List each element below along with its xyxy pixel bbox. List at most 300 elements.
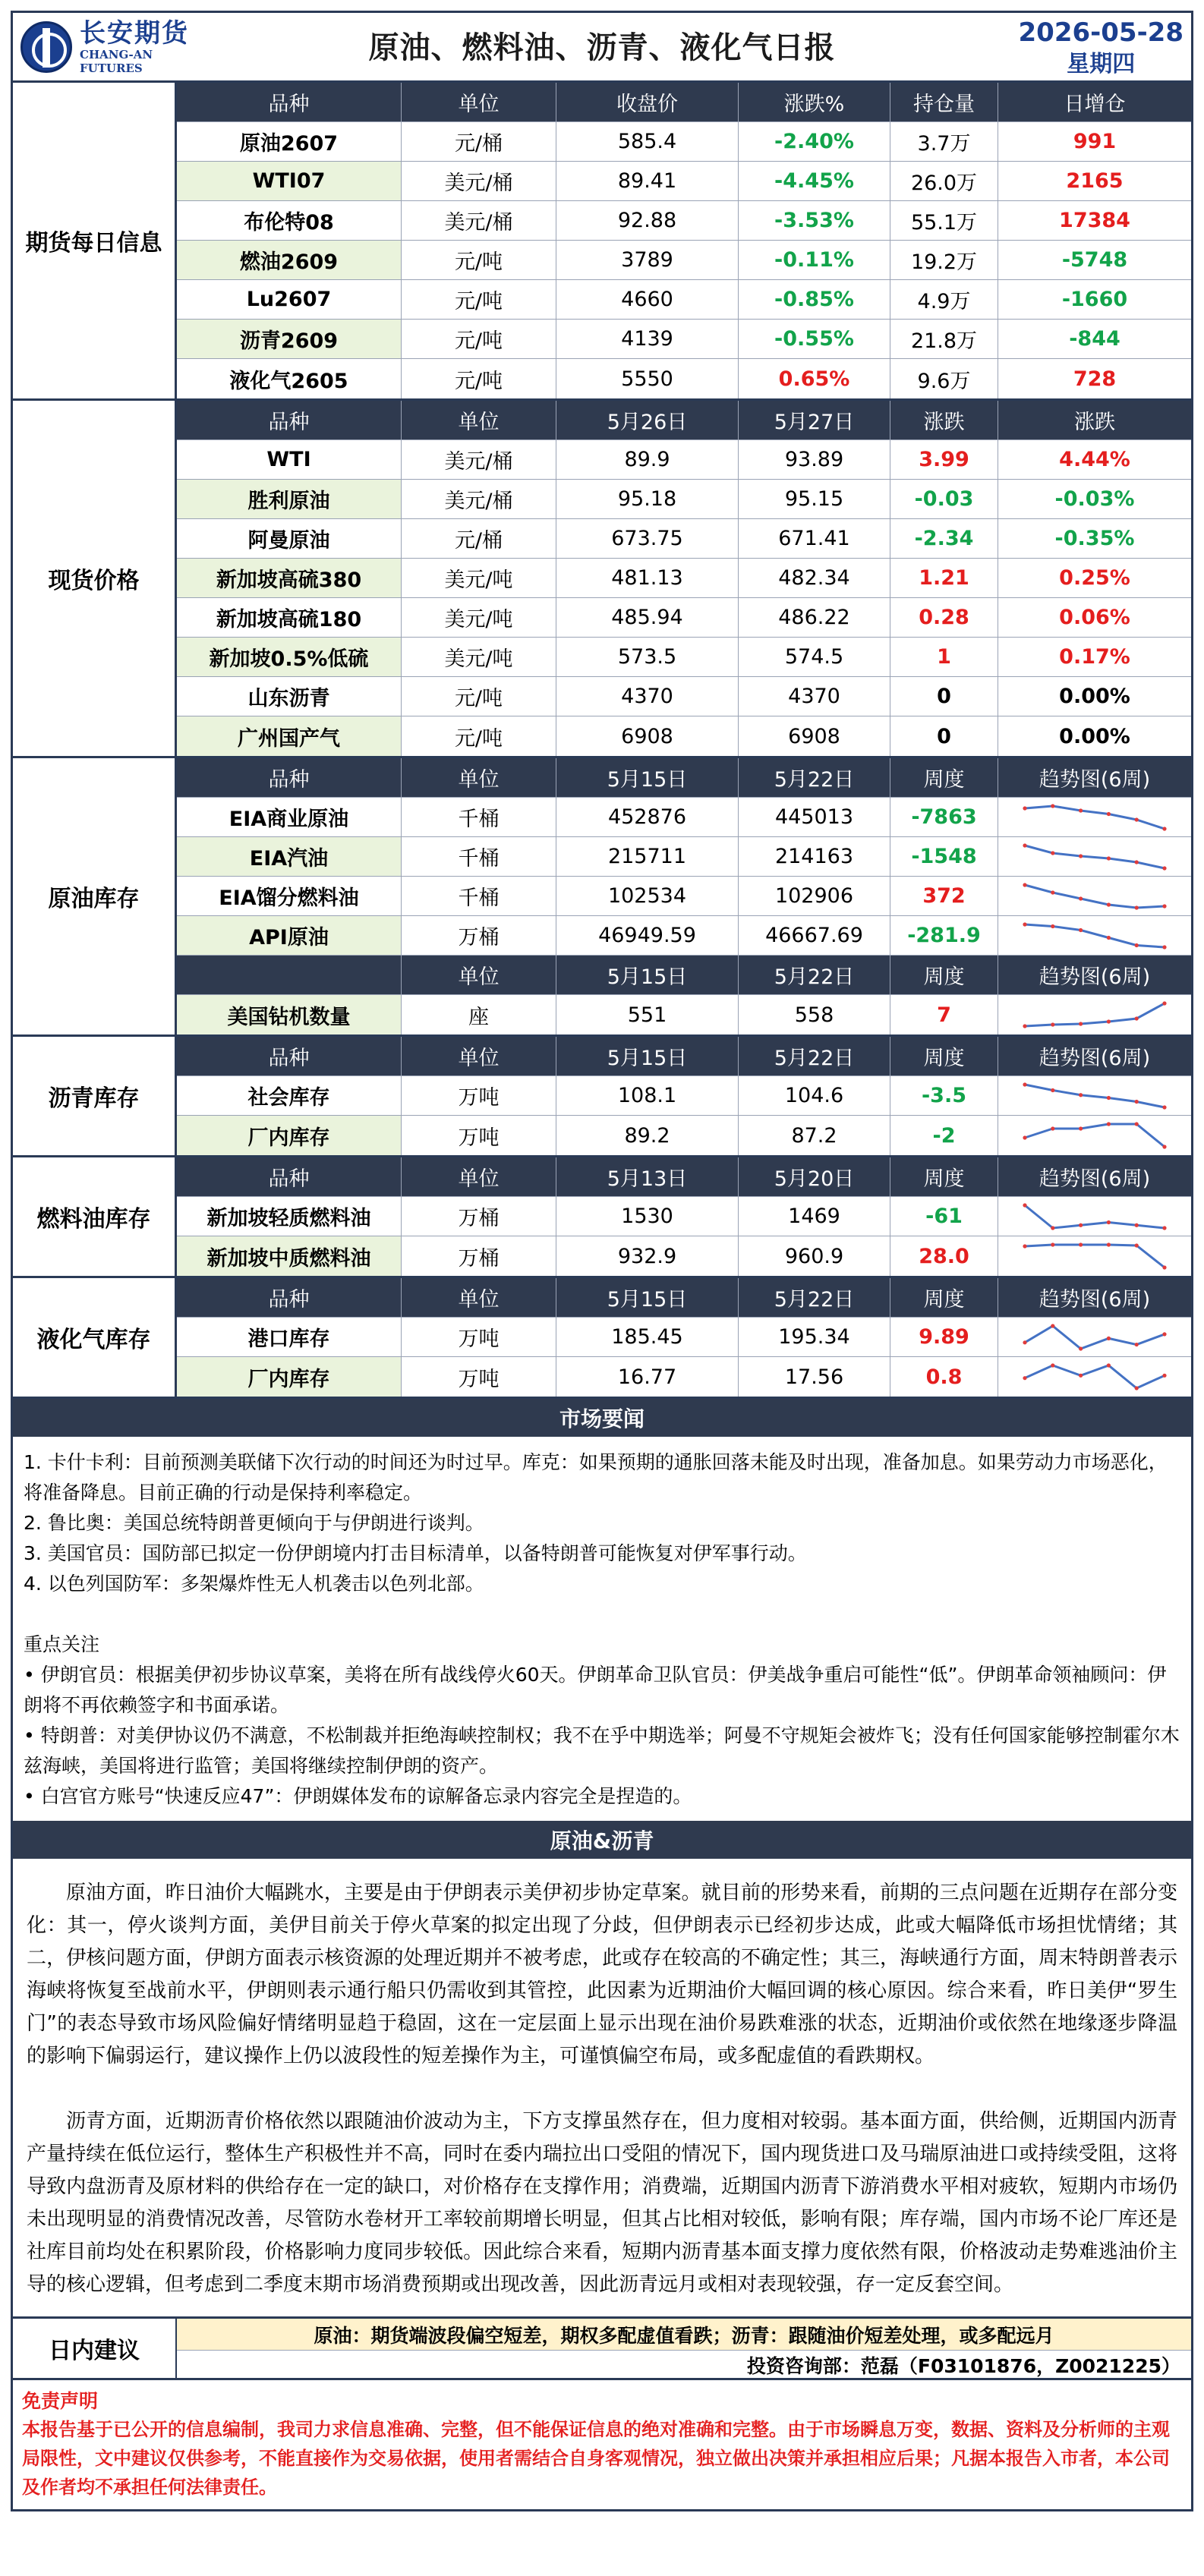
sparkline-line — [1025, 1365, 1165, 1388]
column-header: 5月22日 — [739, 758, 890, 797]
table-row — [177, 1116, 1191, 1155]
price-change: 0.28 — [890, 598, 998, 637]
price-day2: 671.41 — [739, 519, 890, 558]
change-percent: 0.65% — [739, 359, 890, 398]
row-unit: 元/吨 — [402, 241, 556, 279]
sparkline-chart — [1023, 1082, 1167, 1110]
sparkline-point — [1023, 1376, 1026, 1380]
table-row — [177, 1318, 1191, 1357]
open-interest: 21.8万 — [890, 320, 998, 358]
sparkline-point — [1162, 945, 1166, 949]
row-name: EIA商业原油 — [177, 798, 402, 836]
column-header: 趋势图(6周) — [998, 1278, 1191, 1317]
trend-sparkline — [998, 995, 1191, 1034]
table-row — [177, 480, 1191, 519]
table-row — [177, 280, 1191, 320]
table-row — [177, 559, 1191, 598]
change-percent: -0.11% — [739, 241, 890, 279]
price-day2: 6908 — [739, 716, 890, 756]
row-name: 沥青2609 — [177, 320, 402, 358]
sparkline-point — [1135, 1386, 1139, 1390]
row-name: WTI — [177, 440, 402, 479]
sparkline-point — [1135, 1099, 1139, 1103]
sparkline-point — [1162, 866, 1166, 870]
price-change: -0.03 — [890, 480, 998, 518]
daily-oi-change: -844 — [1069, 327, 1120, 351]
column-header: 5月15日 — [556, 758, 739, 797]
row-name: EIA馏分燃料油 — [177, 877, 402, 915]
sparkline-line — [1025, 1003, 1165, 1026]
column-header: 品种 — [177, 1157, 402, 1196]
inventory-week1: 16.77 — [556, 1357, 739, 1397]
sparkline-point — [1135, 1342, 1139, 1346]
row-name: 布伦特08 — [177, 201, 402, 240]
section-label: 期货每日信息 — [13, 83, 177, 398]
row-unit: 万桶 — [402, 1236, 556, 1276]
disclaimer-title: 免责声明 — [22, 2390, 99, 2412]
price-day1: 573.5 — [556, 638, 739, 676]
sparkline-chart — [1023, 1122, 1167, 1149]
row-unit: 元/吨 — [402, 716, 556, 756]
sparkline-point — [1135, 1223, 1139, 1227]
row-name: 原油2607 — [177, 122, 402, 161]
price-day2: 4370 — [739, 677, 890, 716]
sparkline-point — [1079, 1242, 1083, 1246]
sparkline-chart — [1023, 1001, 1167, 1028]
row-unit: 元/桶 — [402, 122, 556, 161]
inventory-week2: 558 — [739, 995, 890, 1034]
sparkline-point — [1079, 1374, 1083, 1378]
crude-inventory-section — [13, 758, 1191, 1037]
sparkline-point — [1107, 1363, 1111, 1367]
row-unit: 美元/桶 — [402, 162, 556, 200]
price-day1: 95.18 — [556, 480, 739, 518]
price-day1: 4370 — [556, 677, 739, 716]
column-header: 品种 — [177, 1278, 402, 1317]
sparkline-chart — [1023, 1242, 1167, 1270]
column-header: 日增仓 — [998, 83, 1191, 121]
table-row — [177, 201, 1191, 241]
price-day2: 574.5 — [739, 638, 890, 676]
close-price: 4139 — [556, 320, 739, 358]
column-header: 5月27日 — [739, 401, 890, 439]
row-unit: 万吨 — [402, 1116, 556, 1155]
crude-analysis-paragraph: 原油方面，昨日油价大幅跳水，主要是由于伊朗表示美伊初步协定草案。就目前的形势来看，前期的三点问题在近期存在部分变化：其一，停火谈判方面，美伊目前关于停火草案的拟定出现了分歧，但伊朗表示已经初步达成，此或大幅降低市场担忧情绪；其二，伊核问题方面，伊朗方面表示核资源的处理近期并不被考虑，此或存在较高的不确定性；其三，海峡通行方面，周末特朗普表示海峡将恢复至战前水平，伊朗则表示通行船只仍需收到其管控，此因素为近期油价大幅回调的核心原因。综合来看，昨日美伊“罗生门”的表态导致市场风险偏好情绪明显趋于稳固，这在一定层面上显示出现在油价易跌难涨的状态，近期油价或依然在地缘逐步降温的影响下偏弱运行，建议操作上仍以波段性的短差操作为主，可谨慎偏空布局，或多配虚值的看跌期权。 — [27, 1882, 1177, 2067]
sparkline-point — [1051, 1022, 1054, 1026]
weekly-change: 7 — [890, 995, 998, 1034]
price-day1: 6908 — [556, 716, 739, 756]
row-name: 美国钻机数量 — [177, 995, 402, 1034]
column-header: 收盘价 — [556, 83, 739, 121]
asphalt-analysis-paragraph: 沥青方面，近期沥青价格依然以跟随油价波动为主，下方支撑虽然存在，但力度相对较弱。基本面方面，供给侧，近期国内沥青产量持续在低位运行，整体生产积极性并不高，同时在委内瑞拉出口受阻的情况下，国内现货进口及马瑞原油进口或持续受阻，这将导致内盘沥青及原材料的供给存在一定的缺口，对价格存在支撑作用；消费端，近期国内沥青下游消费水平相对疲软，短期内市场仍未出现明显的消费情况改善，尽管防水卷材开工率较前期增长明显，但其占比相对较低，影响有限；库存端，国内市场不论厂库还是社库目前均处在积累阶段，价格影响力度同步较低。因此综合来看，短期内沥青基本面支撑力度依然有限，价格波动走势难逃油价主导的核心逻辑，但考虑到二季度末期市场消费预期或出现改善，因此沥青远月或相对表现较强，存一定反套空间。 — [27, 2110, 1177, 2296]
inventory-week2: 87.2 — [739, 1116, 890, 1155]
price-change: 3.99 — [890, 440, 998, 479]
inventory-week1: 108.1 — [556, 1076, 739, 1115]
row-name: 新加坡高硫180 — [177, 598, 402, 637]
column-header: 5月26日 — [556, 401, 739, 439]
inventory-week2: 445013 — [739, 798, 890, 836]
table-row — [177, 798, 1191, 837]
trend-sparkline — [998, 1318, 1191, 1356]
news-item: 2. 鲁比奥：美国总统特朗普更倾向于与伊朗进行谈判。 — [24, 1512, 484, 1534]
close-price: 3789 — [556, 241, 739, 279]
row-name: 山东沥青 — [177, 677, 402, 716]
sparkline-point — [1162, 1105, 1166, 1109]
row-unit: 座 — [402, 995, 556, 1034]
daily-oi-change: 728 — [1073, 367, 1117, 391]
sparkline-point — [1079, 854, 1083, 858]
weekly-change: 372 — [890, 877, 998, 915]
column-header: 单位 — [402, 956, 556, 994]
logo-chinese-name: 长安期货 — [80, 18, 189, 49]
table-row — [177, 440, 1191, 480]
row-name: 新加坡0.5%低硫 — [177, 638, 402, 676]
price-day1: 89.9 — [556, 440, 739, 479]
trend-sparkline — [998, 1357, 1191, 1397]
weekly-change: -1548 — [890, 837, 998, 876]
sparkline-point — [1023, 843, 1026, 847]
column-header: 品种 — [177, 758, 402, 797]
column-header: 涨跌 — [890, 401, 998, 439]
inventory-week1: 551 — [556, 995, 739, 1034]
row-name: EIA汽油 — [177, 837, 402, 876]
close-price: 92.88 — [556, 201, 739, 240]
column-header: 单位 — [402, 1278, 556, 1317]
column-header: 周度 — [890, 758, 998, 797]
column-header — [177, 956, 402, 994]
price-change-percent: 0.25% — [1059, 566, 1130, 590]
column-header: 周度 — [890, 1037, 998, 1075]
price-change: 1.21 — [890, 559, 998, 597]
sparkline-point — [1107, 1095, 1111, 1099]
column-header: 5月15日 — [556, 1037, 739, 1075]
weekly-change: -2 — [890, 1116, 998, 1155]
row-unit: 美元/桶 — [402, 201, 556, 240]
close-price: 5550 — [556, 359, 739, 398]
sparkline-point — [1135, 1243, 1139, 1247]
sparkline-point — [1162, 1226, 1166, 1230]
trend-sparkline — [998, 877, 1191, 915]
price-day1: 673.75 — [556, 519, 739, 558]
close-price: 585.4 — [556, 122, 739, 161]
change-percent: -3.53% — [739, 201, 890, 240]
weekly-change: -3.5 — [890, 1076, 998, 1115]
row-unit: 美元/吨 — [402, 559, 556, 597]
sparkline-point — [1107, 1336, 1111, 1340]
price-day2: 95.15 — [739, 480, 890, 518]
column-header: 趋势图(6周) — [998, 1157, 1191, 1196]
sparkline-chart — [1023, 1363, 1167, 1390]
data-grid — [11, 80, 1193, 1399]
sparkline-point — [1107, 856, 1111, 860]
disclaimer — [11, 2380, 1193, 2511]
sparkline-point — [1135, 860, 1139, 864]
column-header: 5月15日 — [556, 1278, 739, 1317]
advice-contact: 投资咨询部：范磊（F03101876，Z0021225） — [746, 2355, 1180, 2377]
row-name: 厂内库存 — [177, 1116, 402, 1155]
sparkline-point — [1051, 890, 1054, 894]
column-header: 单位 — [402, 1037, 556, 1075]
daily-oi-change: 17384 — [1059, 209, 1130, 232]
row-unit: 元/吨 — [402, 320, 556, 358]
row-unit: 万吨 — [402, 1076, 556, 1115]
sparkline-chart — [1023, 883, 1167, 910]
weekly-change: 9.89 — [890, 1318, 998, 1356]
table-row — [177, 519, 1191, 559]
section-label: 燃料油库存 — [13, 1157, 177, 1276]
row-unit: 千桶 — [402, 877, 556, 915]
sparkline-point — [1135, 817, 1139, 821]
sparkline-point — [1162, 1001, 1166, 1005]
row-name: 新加坡轻质燃料油 — [177, 1197, 402, 1236]
sparkline-line — [1025, 885, 1165, 908]
column-header: 品种 — [177, 83, 402, 121]
sparkline-point — [1051, 1126, 1054, 1130]
table-header-row — [177, 1278, 1191, 1318]
advice-label: 日内建议 — [13, 2319, 177, 2378]
sparkline-point — [1162, 1332, 1166, 1336]
trend-sparkline — [998, 1116, 1191, 1155]
section-label: 原油库存 — [13, 758, 177, 1034]
price-day2: 93.89 — [739, 440, 890, 479]
price-change: 0 — [890, 716, 998, 756]
spot-section — [13, 401, 1191, 758]
inventory-week2: 1469 — [739, 1197, 890, 1236]
inventory-week1: 46949.59 — [556, 916, 739, 955]
inventory-week1: 452876 — [556, 798, 739, 836]
close-price: 4660 — [556, 280, 739, 319]
inventory-week1: 185.45 — [556, 1318, 739, 1356]
table-row — [177, 638, 1191, 677]
table-row — [177, 837, 1191, 877]
row-unit: 元/吨 — [402, 359, 556, 398]
table-header-row — [177, 1037, 1191, 1076]
column-header: 5月22日 — [739, 1278, 890, 1317]
sparkline-point — [1051, 1088, 1054, 1091]
open-interest: 4.9万 — [890, 280, 998, 319]
row-unit: 万吨 — [402, 1357, 556, 1397]
price-day1: 481.13 — [556, 559, 739, 597]
column-header: 5月13日 — [556, 1157, 739, 1196]
sparkline-point — [1107, 1019, 1111, 1023]
table-row — [177, 320, 1191, 359]
focus-item: • 特朗普：对美伊协议仍不满意，不松制裁并拒绝海峡控制权；我不在乎中期选举；阿曼不守规矩会被炸飞；没有任何国家能够控制霍尔木兹海峡，美国将进行监管；美国将继续控制伊朗的资产。 — [24, 1724, 1180, 1777]
sparkline-point — [1162, 1265, 1166, 1269]
sparkline-line — [1025, 1326, 1165, 1349]
price-change-percent: -0.03% — [1054, 487, 1135, 511]
news-item: 4. 以色列国防军：多架爆炸性无人机袭击以色列北部。 — [24, 1573, 484, 1595]
weekly-change: -7863 — [890, 798, 998, 836]
analysis-title-band: 原油&沥青 — [11, 1821, 1193, 1859]
weekly-change: 28.0 — [890, 1236, 998, 1276]
row-name: 港口库存 — [177, 1318, 402, 1356]
inventory-week1: 1530 — [556, 1197, 739, 1236]
table-row — [177, 995, 1191, 1034]
column-header: 5月22日 — [739, 1037, 890, 1075]
sparkline-point — [1135, 1122, 1139, 1126]
sparkline-point — [1051, 851, 1054, 855]
sparkline-chart — [1023, 1324, 1167, 1351]
inventory-week1: 102534 — [556, 877, 739, 915]
column-header: 持仓量 — [890, 83, 998, 121]
close-price: 89.41 — [556, 162, 739, 200]
sparkline-point — [1107, 1122, 1111, 1126]
row-name: Lu2607 — [177, 280, 402, 319]
sparkline-point — [1079, 1126, 1083, 1130]
table-header-row — [177, 83, 1191, 122]
sparkline-point — [1023, 1203, 1026, 1207]
sparkline-point — [1135, 943, 1139, 946]
inventory-week2: 102906 — [739, 877, 890, 915]
sparkline-line — [1025, 1085, 1165, 1107]
sparkline-point — [1162, 1145, 1166, 1148]
column-header: 涨跌% — [739, 83, 890, 121]
report-header — [11, 11, 1193, 80]
section-label: 液化气库存 — [13, 1278, 177, 1397]
change-percent: -4.45% — [739, 162, 890, 200]
sparkline-point — [1135, 905, 1139, 909]
sparkline-point — [1107, 935, 1111, 939]
table-header-row — [177, 1157, 1191, 1197]
sparkline-point — [1051, 1363, 1054, 1367]
price-change-percent: 4.44% — [1059, 448, 1130, 471]
table-row — [177, 1236, 1191, 1276]
daily-oi-change: -5748 — [1061, 248, 1128, 272]
sparkline-point — [1107, 902, 1111, 906]
logo-english-name: CHANG-AN FUTURES — [80, 48, 153, 75]
sparkline-point — [1079, 1022, 1083, 1025]
sparkline-point — [1107, 1220, 1111, 1223]
row-name: 新加坡中质燃料油 — [177, 1236, 402, 1276]
sparkline-point — [1079, 1093, 1083, 1097]
column-header: 涨跌 — [998, 401, 1191, 439]
focus-title: 重点关注 — [24, 1633, 100, 1655]
daily-oi-change: -1660 — [1061, 288, 1128, 311]
row-unit: 万桶 — [402, 1197, 556, 1236]
sparkline-point — [1079, 1223, 1083, 1227]
intraday-advice — [11, 2316, 1193, 2380]
price-day1: 485.94 — [556, 598, 739, 637]
sparkline-point — [1051, 924, 1054, 927]
weekly-change: 0.8 — [890, 1357, 998, 1397]
sparkline-line — [1025, 846, 1165, 868]
inventory-week2: 960.9 — [739, 1236, 890, 1276]
report-date-box — [1019, 16, 1184, 80]
sparkline-chart — [1023, 843, 1167, 871]
table-row — [177, 241, 1191, 280]
sparkline-point — [1079, 1346, 1083, 1350]
row-unit: 千桶 — [402, 798, 556, 836]
sparkline-point — [1162, 1374, 1166, 1378]
inventory-week1: 932.9 — [556, 1236, 739, 1276]
report-weekday: 星期四 — [1067, 51, 1136, 77]
row-name: API原油 — [177, 916, 402, 955]
row-unit: 美元/桶 — [402, 480, 556, 518]
open-interest: 55.1万 — [890, 201, 998, 240]
sparkline-line — [1025, 1245, 1165, 1268]
sparkline-chart — [1023, 922, 1167, 949]
sparkline-point — [1051, 1324, 1054, 1327]
analysis-body — [11, 1859, 1193, 2316]
column-header: 单位 — [402, 401, 556, 439]
sparkline-line — [1025, 1205, 1165, 1228]
column-header: 周度 — [890, 956, 998, 994]
sparkline-point — [1162, 904, 1166, 908]
row-unit: 美元/吨 — [402, 638, 556, 676]
trend-sparkline — [998, 798, 1191, 836]
sparkline-point — [1079, 896, 1083, 900]
trend-sparkline — [998, 1236, 1191, 1276]
table-row — [177, 716, 1191, 756]
row-unit: 美元/吨 — [402, 598, 556, 637]
table-header-row — [177, 758, 1191, 798]
column-header: 单位 — [402, 758, 556, 797]
news-body — [11, 1437, 1193, 1821]
disclaimer-text: 本报告基于已公开的信息编制，我司力求信息准确、完整，但不能保证信息的绝对准确和完整。由于市场瞬息万变，数据、资料及分析师的主观局限性，文中建议仅供参考，不能直接作为交易依据，使用者需结合自身客观情况，独立做出决策并承担相应后果；凡据本报告入市者，本公司及作者均不承担任何法律责任。 — [22, 2419, 1170, 2498]
advice-text: 原油：期货端波段偏空短差，期权多配虚值看跌；沥青：跟随油价短差处理，或多配远月 — [177, 2319, 1191, 2351]
sparkline-line — [1025, 924, 1165, 947]
column-header: 5月22日 — [739, 956, 890, 994]
open-interest: 9.6万 — [890, 359, 998, 398]
row-name: 新加坡高硫380 — [177, 559, 402, 597]
column-header: 趋势图(6周) — [998, 956, 1191, 994]
focus-item: • 伊朗官员：根据美伊初步协议草案，美将在所有战线停火60天。伊朗革命卫队官员：伊美战争重启可能性“低”。伊朗革命领袖顾问：伊朗将不再依赖签字和书面承诺。 — [24, 1664, 1167, 1716]
price-change-percent: 0.17% — [1059, 645, 1130, 669]
report-title: 原油、燃料油、沥青、液化气日报 — [368, 30, 836, 65]
sparkline-point — [1135, 1016, 1139, 1020]
table-row — [177, 359, 1191, 398]
table-row — [177, 1197, 1191, 1236]
row-unit: 元/吨 — [402, 677, 556, 716]
table-row — [177, 877, 1191, 916]
row-unit: 美元/桶 — [402, 440, 556, 479]
column-header: 趋势图(6周) — [998, 1037, 1191, 1075]
table-row — [177, 916, 1191, 956]
price-change: 0 — [890, 677, 998, 716]
row-unit: 万吨 — [402, 1318, 556, 1356]
sparkline-point — [1023, 883, 1026, 886]
futures-section — [13, 83, 1191, 401]
price-change-percent: 0.06% — [1059, 606, 1130, 629]
row-name: 阿曼原油 — [177, 519, 402, 558]
sparkline-point — [1079, 927, 1083, 931]
price-day2: 486.22 — [739, 598, 890, 637]
table-header-row — [177, 956, 1191, 995]
sparkline-point — [1051, 1226, 1054, 1230]
sparkline-point — [1023, 1082, 1026, 1086]
sparkline-point — [1023, 1244, 1026, 1248]
sparkline-point — [1023, 1135, 1026, 1139]
change-percent: -0.55% — [739, 320, 890, 358]
weekly-change: -281.9 — [890, 916, 998, 955]
column-header: 周度 — [890, 1278, 998, 1317]
trend-sparkline — [998, 837, 1191, 876]
column-header: 品种 — [177, 401, 402, 439]
price-day2: 482.34 — [739, 559, 890, 597]
row-name: 社会库存 — [177, 1076, 402, 1115]
table-row — [177, 1076, 1191, 1116]
report-date: 2026-05-28 — [1018, 17, 1184, 48]
row-unit: 元/吨 — [402, 280, 556, 319]
row-name: 燃油2609 — [177, 241, 402, 279]
sparkline-point — [1107, 1242, 1111, 1246]
change-percent: -2.40% — [739, 122, 890, 161]
column-header: 品种 — [177, 1037, 402, 1075]
trend-sparkline — [998, 1197, 1191, 1236]
sparkline-point — [1023, 922, 1026, 926]
inventory-week1: 89.2 — [556, 1116, 739, 1155]
table-row — [177, 598, 1191, 638]
